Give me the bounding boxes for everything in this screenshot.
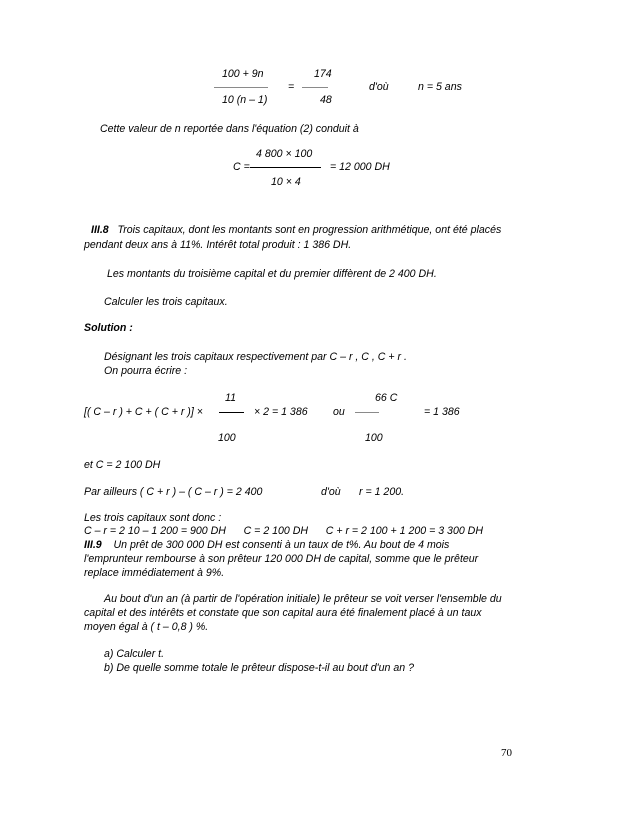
solution-line: On pourra écrire :	[104, 365, 188, 377]
solution-c-value: et C = 2 100 DH	[84, 459, 161, 471]
solution-title: Solution :	[84, 322, 133, 334]
par-ailleurs-left: Par ailleurs ( C + r ) – ( C – r ) = 2 400	[84, 486, 263, 498]
fraction-numerator-left: 100 + 9n	[222, 68, 264, 80]
equation-mid: × 2 = 1 386	[254, 406, 308, 418]
exercise-number: III.8	[91, 224, 109, 236]
c-formula-denominator: 10 × 4	[271, 176, 301, 188]
fraction-numerator-right: 174	[314, 68, 332, 80]
question-a: a) Calculer t.	[104, 648, 165, 660]
c-formula-bar	[250, 167, 321, 168]
exercise-label-iii8	[91, 224, 501, 237]
equals-sign: =	[288, 81, 295, 93]
c-formula-rhs: = 12 000 DH	[330, 161, 390, 173]
fraction-denominator-left: 10 (n – 1)	[222, 94, 268, 106]
fraction-bar-left	[214, 87, 268, 88]
equation-bar-left	[219, 412, 244, 413]
equation-bar-right	[355, 412, 379, 413]
exercise-line: pendant deux ans à 11%. Intérêt total produit : 1 386 DH.	[84, 239, 352, 251]
exercise-label-iii9	[84, 539, 449, 552]
exercise-line: moyen égal à ( t – 0,8 ) %.	[84, 621, 209, 633]
equation-numerator-66c: 66 C	[375, 392, 398, 404]
exercise-text: Un prêt de 300 000 DH est consenti à un taux de t%. Au bout de 4 mois	[113, 539, 450, 551]
equation-denominator-left: 100	[218, 432, 236, 444]
equation-lhs: [( C – r ) + C + ( C + r )] ×	[84, 406, 203, 418]
solution-line: Désignant les trois capitaux respectivement par C – r , C , C + r .	[104, 351, 407, 363]
exercise-number: III.9	[84, 539, 102, 551]
exercise-line: replace immédiatement à 9%.	[84, 567, 225, 579]
equation-denominator-right: 100	[365, 432, 383, 444]
equation-rhs: = 1 386	[424, 406, 460, 418]
capitals-values: C – r = 2 10 – 1 200 = 900 DH C = 2 100 DH C + r = 2 100 + 1 200 = 3 300 DH	[84, 525, 483, 537]
exercise-line: Au bout d'un an (à partir de l'opération initiale) le prêteur se voit verser l'ensemble du	[104, 593, 502, 605]
par-ailleurs-dou: d'où	[321, 486, 341, 498]
exercise-text: Trois capitaux, dont les montants sont en progression arithmétique, ont été placés	[117, 224, 502, 236]
n-result: n = 5 ans	[418, 81, 462, 93]
c-formula-lhs: C =	[233, 161, 250, 173]
dou-text: d'où	[369, 81, 389, 93]
c-formula-numerator: 4 800 × 100	[256, 148, 313, 160]
capitals-intro: Les trois capitaux sont donc :	[84, 512, 222, 524]
question-b: b) De quelle somme totale le prêteur dispose-t-il au bout d'un an ?	[104, 662, 415, 674]
exercise-line: capital et des intérêts et constate que son capital aura été finalement placé à un taux	[84, 607, 482, 619]
exercise-line: Calculer les trois capitaux.	[104, 296, 228, 308]
exercise-line: Les montants du troisième capital et du premier diffèrent de 2 400 DH.	[107, 268, 437, 280]
equation-ou: ou	[333, 406, 345, 418]
page-number: 70	[501, 747, 512, 759]
fraction-bar-right	[302, 87, 328, 88]
report-sentence: Cette valeur de n reportée dans l'équation (2) conduit à	[100, 123, 359, 135]
fraction-denominator-right: 48	[320, 94, 332, 106]
exercise-line: l'emprunteur rembourse à son prêteur 120 000 DH de capital, somme que le prêteur	[84, 553, 479, 565]
equation-numerator-11: 11	[225, 392, 236, 404]
par-ailleurs-right: r = 1 200.	[359, 486, 405, 498]
